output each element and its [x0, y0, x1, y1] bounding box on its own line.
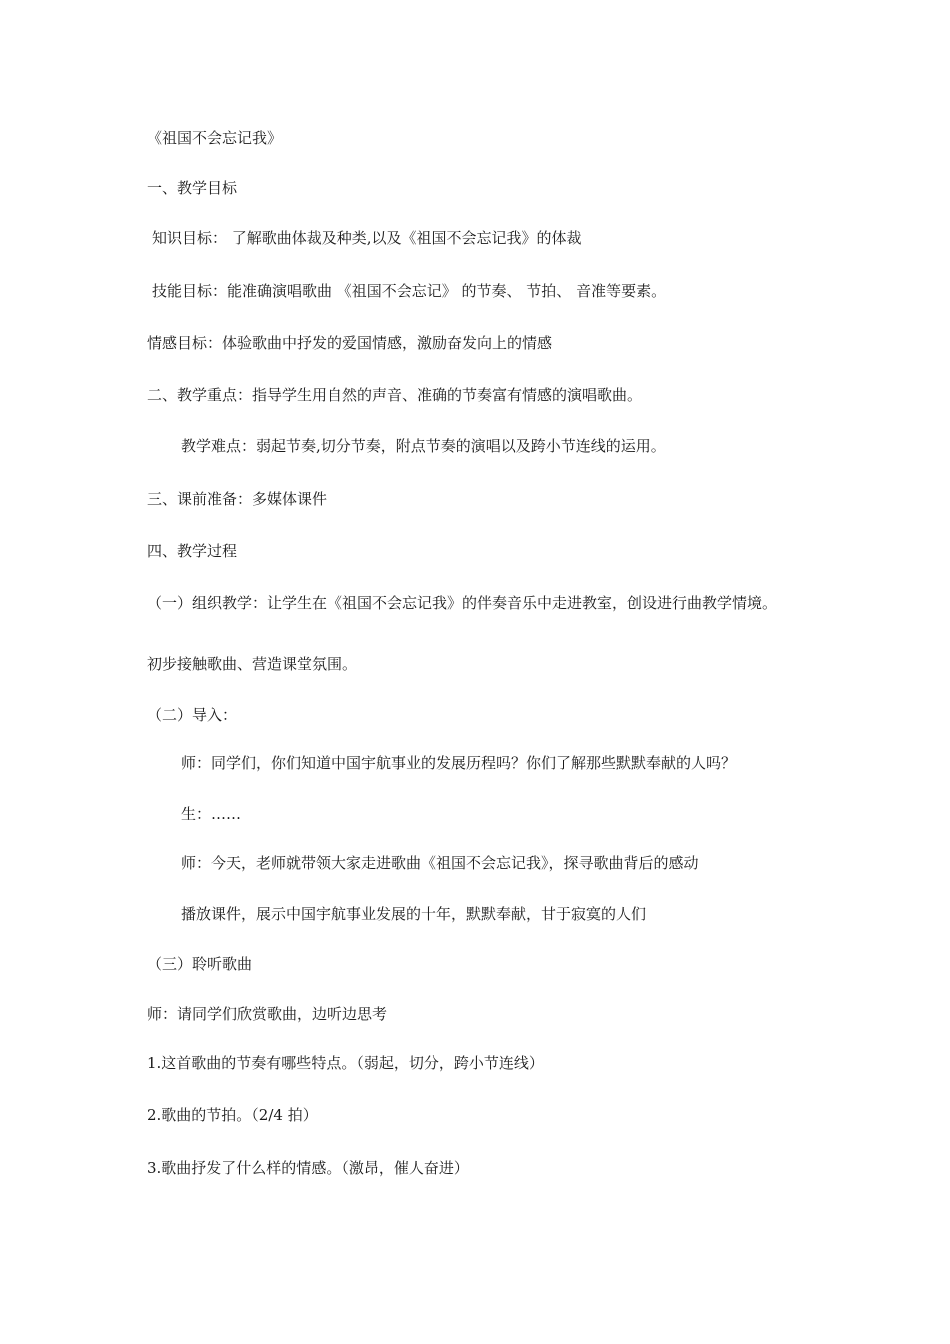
document-title: 《祖国不会忘记我》 [147, 129, 283, 147]
knowledge-objective: 知识目标： 了解歌曲体裁及种类,以及《祖国不会忘记我》的体裁 [152, 229, 582, 247]
step-organize-teaching: （一）组织教学：让学生在《祖国不会忘记我》的伴奏音乐中走进教室，创设进行曲教学情境。 [147, 594, 778, 612]
question-3: 3.歌曲抒发了什么样的情感。（激昂，催人奋进） [147, 1159, 469, 1177]
section-heading-objectives: 一、教学目标 [147, 179, 238, 197]
step-introduction-heading: （二）导入： [147, 706, 238, 724]
step-listening-heading: （三）聆听歌曲 [147, 955, 253, 973]
section-heading-preparation: 三、课前准备：多媒体课件 [147, 490, 328, 508]
section-heading-process: 四、教学过程 [147, 542, 238, 560]
teacher-question: 师：同学们，你们知道中国宇航事业的发展历程吗？你们了解那些默默奉献的人吗？ [181, 754, 737, 772]
courseware-note: 播放课件，展示中国宇航事业发展的十年，默默奉献，甘于寂寞的人们 [181, 905, 647, 923]
question-2: 2.歌曲的节拍。（2/4 拍） [147, 1106, 318, 1124]
difficult-points: 教学难点：弱起节奏,切分节奏，附点节奏的演唱以及跨小节连线的运用。 [181, 437, 666, 455]
skill-objective: 技能目标：能准确演唱歌曲 《祖国不会忘记》 的节奏、 节拍、 音准等要素。 [152, 282, 667, 300]
emotion-objective: 情感目标：体验歌曲中抒发的爱国情感，激励奋发向上的情感 [147, 334, 553, 352]
teacher-instruction: 师：请同学们欣赏歌曲，边听边思考 [147, 1005, 388, 1023]
student-response: 生：…… [181, 805, 242, 823]
step-organize-teaching-continued: 初步接触歌曲、营造课堂氛围。 [147, 655, 358, 673]
section-heading-key-points: 二、教学重点：指导学生用自然的声音、准确的节奏富有情感的演唱歌曲。 [147, 386, 643, 404]
question-1: 1.这首歌曲的节奏有哪些特点。（弱起，切分，跨小节连线） [147, 1054, 544, 1072]
teacher-introduction: 师：今天，老师就带领大家走进歌曲《祖国不会忘记我》，探寻歌曲背后的感动 [181, 854, 699, 872]
